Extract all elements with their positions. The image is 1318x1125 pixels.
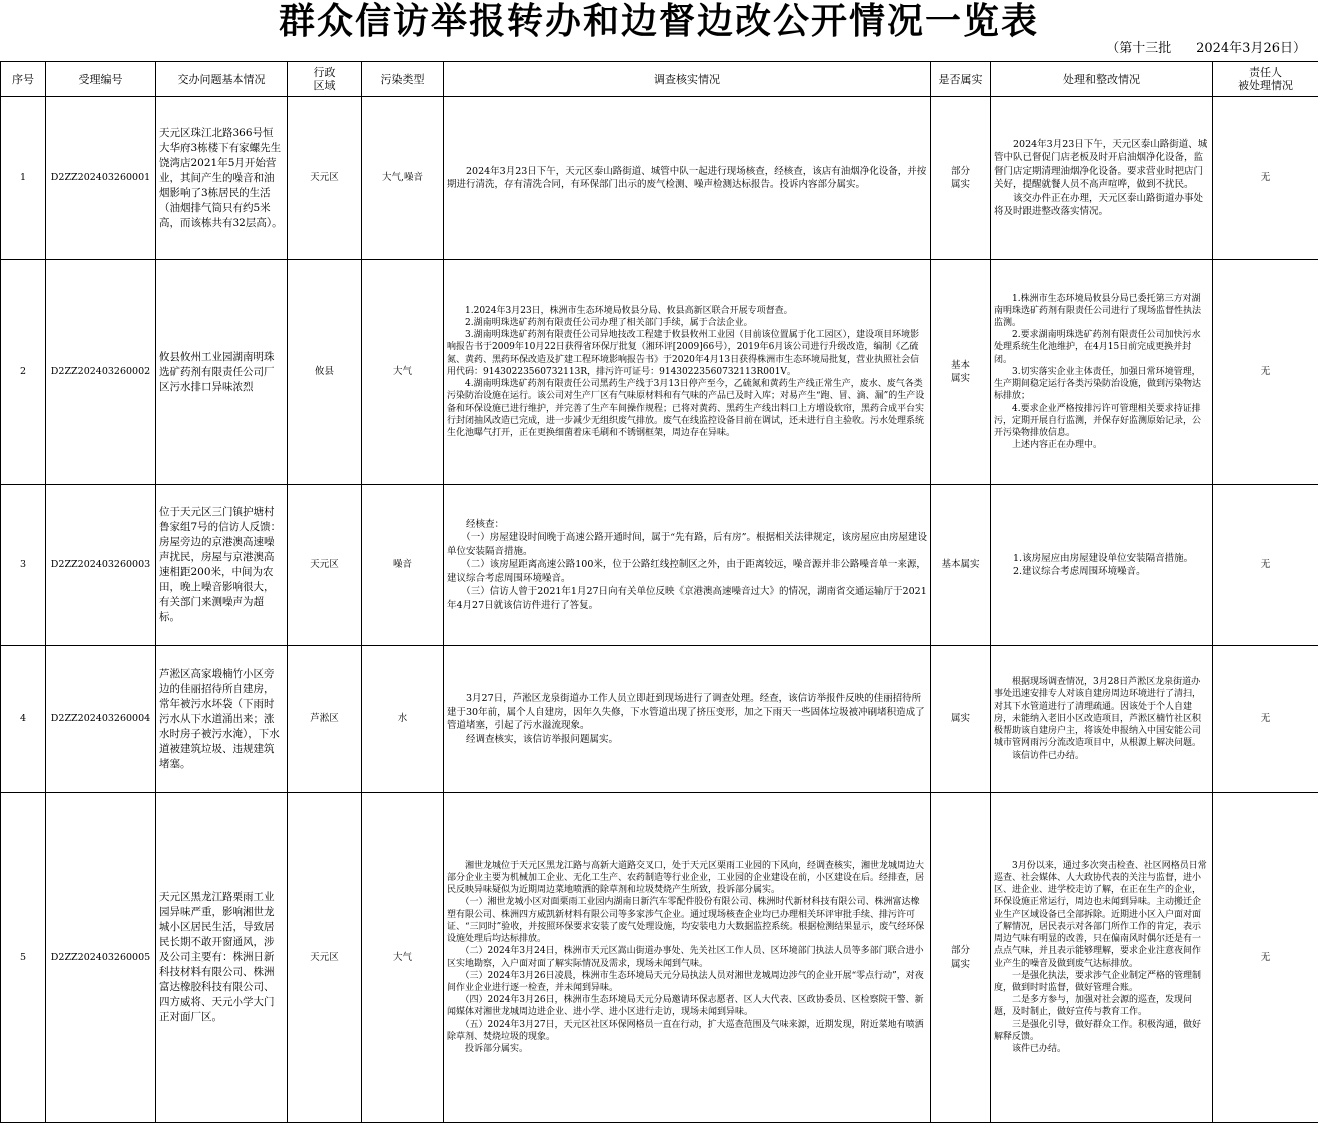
row-handling: 1.该房屋应由房屋建设单位安装隔音措施。 2.建议综合考虑周围环境噪音。 (991, 485, 1213, 646)
row-code: D2ZZ202403260004 (46, 646, 156, 793)
row-issue: 天元区珠江北路366号恒大华府3栋楼下有家螺先生饶湾店2021年5月开始营业，其间产生的噪音和油烟影响了3栋居民的生活（油烟排气筒只有约5米高，而该栋共有32层高）。 (156, 97, 288, 260)
row-issue: 攸县攸州工业园湖南明珠选矿药剂有限责任公司厂区污水排口异味浓烈 (156, 260, 288, 485)
row-district: 天元区 (288, 793, 362, 1123)
header-code: 受理编号 (46, 62, 156, 97)
table-row (1, 97, 1318, 260)
row-code: D2ZZ202403260002 (46, 260, 156, 485)
row-responsible: 无 (1213, 260, 1318, 485)
row-investigation: 2024年3月23日下午，天元区泰山路街道、城管中队一起进行现场核查，经核查，该店有油烟净化设备，并按期进行清洗，存有清洗合同，有环保部门出示的废气检测、噪声检测达标报告。投诉内容部分属实。 (444, 97, 931, 260)
row-handling: 3月份以来，通过多次突击检查、社区网格员日常巡查、社会媒体、人大政协代表的关注与监督，进小区、进企业、进学校走访了解，在正在生产的企业，环保设施正常运行，周边也未闻到异味。主动搬迁企业生产区域设备已全部拆除。近期进小区入户面对面了解情况，居民表示对各部门所作工作的肯定，表示周边气味有明显的改善，只在偏南风时偶尔还是有一点点气味，并且表示能够理解，要求企业注意夜间作业产生的噪音及做到废气达标排放。 一是强化执法，要求涉气企业制定严格的管理制度，做到时时监督，做好管理合账。 二是多方参与，加强对社会源的巡查，发现问题，及时制止，做好宣传与教育工作。 三是强化引导，做好群众工作。积极沟通，做好解释反馈。 该件已办结。 (991, 793, 1213, 1123)
row-responsible: 无 (1213, 485, 1318, 646)
row-pollution: 噪音 (362, 485, 444, 646)
row-verified: 部分 属实 (931, 793, 991, 1123)
row-verified: 基本属实 (931, 485, 991, 646)
row-issue: 天元区黑龙江路栗雨工业园异味严重，影响湘世龙城小区居民生活，导致居民长期不敢开窗通风，涉及公司主要有：株洲日新科技材料有限公司、株洲富达橡胶科技有限公司、四方威将、天元小学大门正对面厂区。 (156, 793, 288, 1123)
row-investigation: 湘世龙城位于天元区黑龙江路与高新大道路交叉口，处于天元区栗雨工业园的下风向，经调查核实，湘世龙城周边大部分企业主要为机械加工企业、无化工生产、农药制造等行业企业，工业园的企业建设在前，小区建设在后。经排查，居民反映异味疑似为近期周边菜地喷洒的除草剂和垃圾焚烧产生所致，投诉部分属实。 （一）湘世龙城小区对面栗雨工业园内湖南日新汽车零配件股份有限公司、株洲时代新材科技有限公司、株洲富达橡塑有限公司、株洲四方威凯新材料有限公司等多家涉气企业。通过现场核查企业均已办理相关环评审批手续、排污许可证、“三同时”验收，并按照环保要求安装了废气处理设施，均安装电力大数据监控系统。根据检测结果显示，废气经环保设施处理后均达标排放。 （二）2024年3月24日，株洲市天元区嵩山街道办事处、先关社区工作人员、区环境部门执法人员等多部门联合进小区实地勘察，入户面对面了解实际情况及需求，现场未闻到气味。 （三）2024年3月26日凌晨，株洲市生态环境局天元分局执法人员对湘世龙城周边涉气的企业开展“零点行动”，对夜间作业企业进行逐一检查，并未闻到异味。 （四）2024年3月26日，株洲市生态环境局天元分局邀请环保志愿者、区人大代表、区政协委员、区检察院干警、新闻媒体对湘世龙城周边进企业、进小学、进小区进行走访，现场未闻到异味。 （五）2024年3月27日，天元区社区环保网格员一直在行动，扩大巡查范围及气味来源，近期发现，附近菜地有喷洒除草剂、焚烧垃圾的现象。 投诉部分属实。 (444, 793, 931, 1123)
header-investigation: 调查核实情况 (444, 62, 931, 97)
row-no: 1 (1, 97, 46, 260)
row-pollution: 大气 (362, 793, 444, 1123)
header-responsible: 责任人 被处理情况 (1213, 62, 1318, 97)
header-district: 行政 区域 (288, 62, 362, 97)
row-verified: 属实 (931, 646, 991, 793)
header-pollution: 污染类型 (362, 62, 444, 97)
row-handling: 根据现场调查情况，3月28日芦淞区龙泉街道办事处迅速安排专人对该自建房周边环境进行了清扫，对其下水管道进行了清理疏通。因该处于个人自建房，未能纳入老旧小区改造项目，芦淞区楠竹社区积极帮助该自建房户主，将该处申报纳入中国安能公司城市管网雨污分流改造项目中，从根源上解决问题。 该信访件已办结。 (991, 646, 1213, 793)
row-no: 3 (1, 485, 46, 646)
row-pollution: 大气 (362, 260, 444, 485)
row-handling: 2024年3月23日下午，天元区泰山路街道、城管中队已督促门店老板及时开启油烟净化设备，监督门店定期清理油烟净化设备。要求营业时把店门关好，提醒就餐人员不高声喧哗，做到不扰民。 该交办件正在办理，天元区泰山路街道办事处将及时跟进整改落实情况。 (991, 97, 1213, 260)
row-no: 4 (1, 646, 46, 793)
row-pollution: 大气,噪音 (362, 97, 444, 260)
row-district: 天元区 (288, 97, 362, 260)
table-row (1, 793, 1318, 1123)
row-code: D2ZZ202403260005 (46, 793, 156, 1123)
row-investigation: 1.2024年3月23日，株洲市生态环境局攸县分局、攸县高新区联合开展专项督查。 2.湖南明珠选矿药剂有限责任公司办理了相关部门手续，属于合法企业。 3.湖南明珠选矿药剂有限责任公司异地技改工程建于攸县攸州工业园（目前该位置属于化工园区），建设项目环境影响报告书于2009年10月22日获得省环保厅批复（湘环评[2009]66号），2019年6月该公司进行升级改造，编制《乙硫氮、黄药、黑药环保改造及扩建工程环境影响报告书》于2020年4月13日获得株洲市生态环境局批复，营业执照社会信用代码：91430223560732113R，排污许可证号：91430223560732113R001V。 4.湖南明珠选矿药剂有限责任公司黑药生产线于3月13日停产至今，乙硫氮和黄药生产线正常生产，废水、废气各类污染防治设施在运行。该公司对生产厂区有气味原材料和有气味的产品已及时入库；对易产生“跑、冒、滴、漏”的生产设备和环保设施已进行维护，并完善了生产车间操作规程；已将对黄药、黑药生产线出料口上方增设软帘，黑药合成平台实行封闭抽风改造已完成，进一步减少无组织废气排放。废气在线监控设备目前在调试，还未进行自主验收。污水处理系统生化池曝气打开，正在更换细菌着床毛刷和不锈钢框架，周边存在异味。 (444, 260, 931, 485)
header-no: 序号 (1, 62, 46, 97)
page-title: 群众信访举报转办和边督边改公开情况一览表 (278, 0, 1039, 42)
row-issue: 位于天元区三门镇护塘村鲁家组7号的信访人反馈：房屋旁边的京港澳高速噪声扰民，房屋与京港澳高速相距200米，中间为农田，晚上噪音影响很大，有关部门来测噪声为超标。 (156, 485, 288, 646)
row-investigation: 经核查： （一）房屋建设时间晚于高速公路开通时间，属于“先有路，后有房”。根据相关法律规定，该房屋应由房屋建设单位安装隔音措施。 （二）该房屋距离高速公路100米，位于公路红线控制区之外，由于距离较远，噪音源并非公路噪音单一来源，建议综合考虑周围环境噪音。 （三）信访人曾于2021年1月27日向有关单位反映《京港澳高速噪音过大》的情况，湖南省交通运输厅于2021年4月27日就该信访件进行了答复。 (444, 485, 931, 646)
table-row (1, 646, 1318, 793)
row-district: 芦淞区 (288, 646, 362, 793)
row-verified: 部分 属实 (931, 97, 991, 260)
row-handling: 1.株洲市生态环境局攸县分局已委托第三方对湖南明珠选矿药剂有限责任公司进行了现场监督性执法监测。 2.要求湖南明珠选矿药剂有限责任公司加快污水处理系统生化池维护，在4月15日前完成更换并封闭。 3.切实落实企业主体责任，加强日常环境管理，生产期间稳定运行各类污染防治设施，做到污染物达标排放； 4.要求企业严格按排污许可管理相关要求持证排污，定期开展自行监测，并保存好监测原始记录，公开污染物排放信息。 上述内容正在办理中。 (991, 260, 1213, 485)
row-code: D2ZZ202403260001 (46, 97, 156, 260)
header-handling: 处理和整改情况 (991, 62, 1213, 97)
row-investigation: 3月27日，芦淞区龙泉街道办工作人员立即赶到现场进行了调查处理。经查，该信访举报件反映的佳丽招待所建于30年前，属个人自建房，因年久失修，下水管道出现了挤压变形，加之下雨天一些固体垃圾被冲刷堵积造成了管道堵塞，引起了污水溢流现象。 经调查核实，该信访举报问题属实。 (444, 646, 931, 793)
row-no: 5 (1, 793, 46, 1123)
header-issue: 交办问题基本情况 (156, 62, 288, 97)
table-header-row (1, 62, 1318, 97)
row-issue: 芦淞区高家塅楠竹小区旁边的佳丽招待所自建房，常年被污水坏袋（下雨时污水从下水道涌出来；涨水时房子被污水淹），下水道被建筑垃圾、违规建筑堵塞。 (156, 646, 288, 793)
row-pollution: 水 (362, 646, 444, 793)
disclosure-table (0, 61, 1318, 1123)
row-code: D2ZZ202403260003 (46, 485, 156, 646)
row-responsible: 无 (1213, 793, 1318, 1123)
batch-date: （第十三批 2024年3月26日） (1106, 41, 1306, 56)
row-verified: 基本 属实 (931, 260, 991, 485)
table-row (1, 260, 1318, 485)
header-verified: 是否属实 (931, 62, 991, 97)
row-no: 2 (1, 260, 46, 485)
table-row (1, 485, 1318, 646)
row-district: 天元区 (288, 485, 362, 646)
row-responsible: 无 (1213, 97, 1318, 260)
row-responsible: 无 (1213, 646, 1318, 793)
row-district: 攸县 (288, 260, 362, 485)
